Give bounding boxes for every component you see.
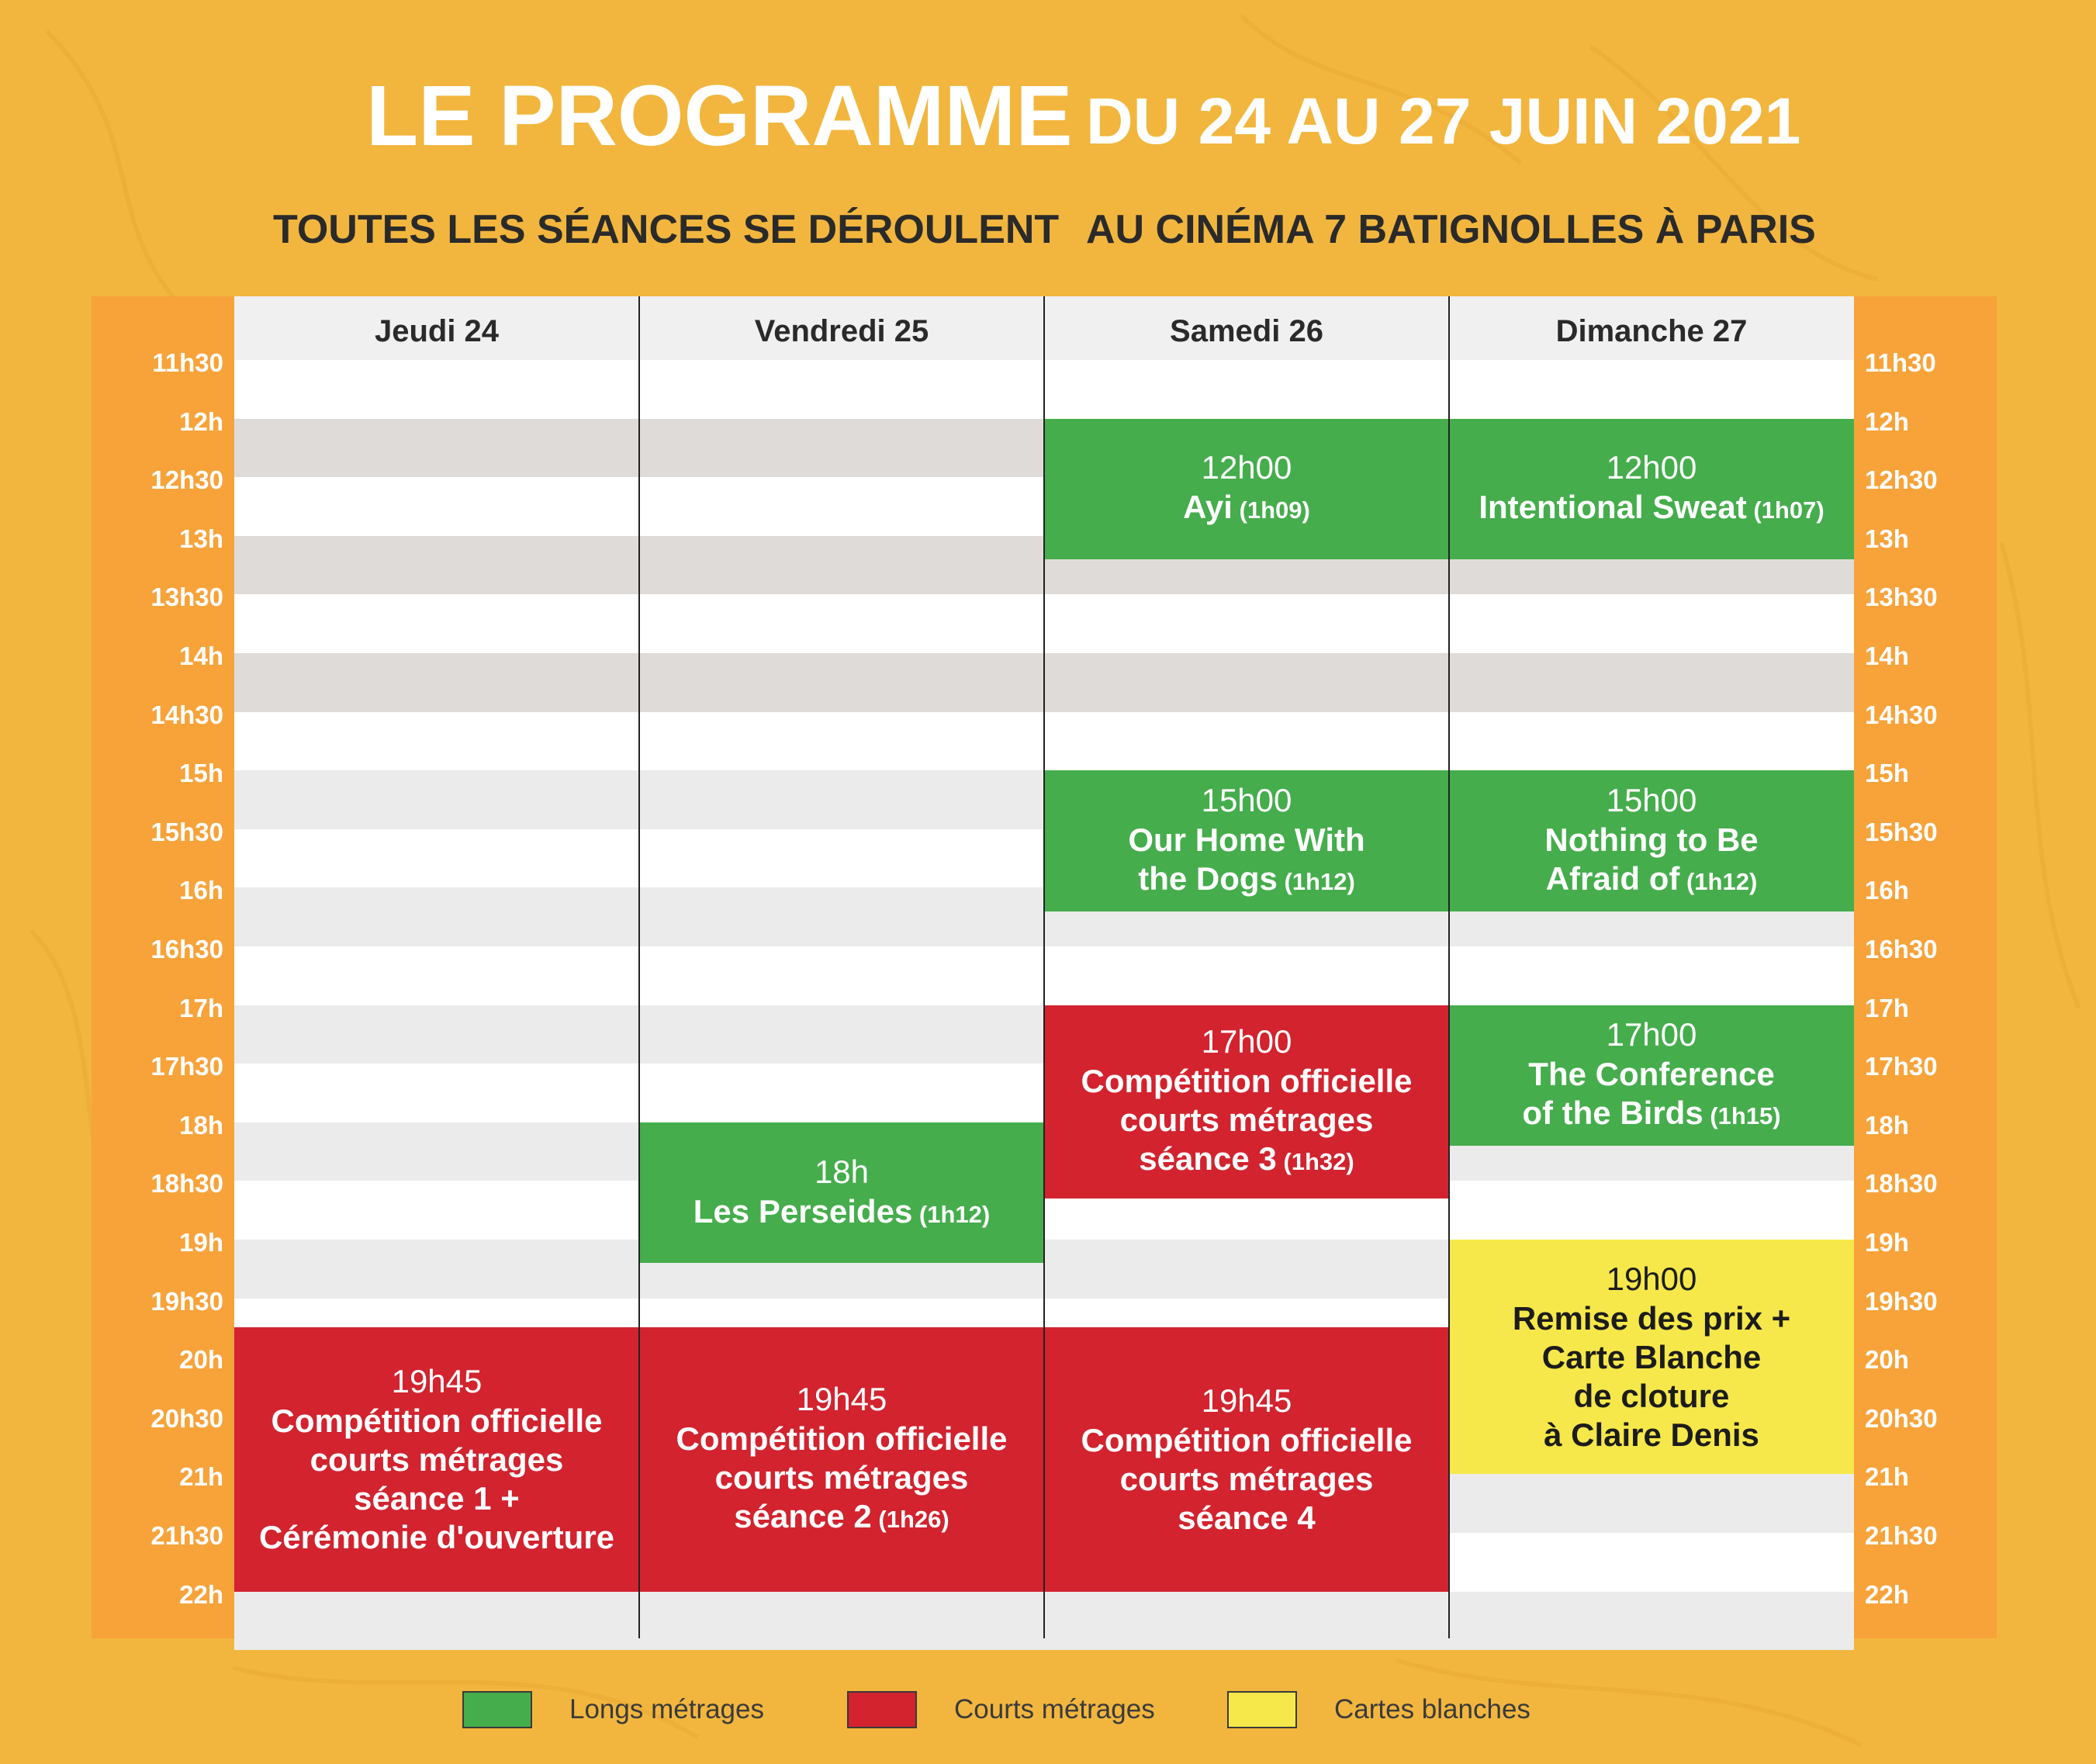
time-label: 16h30 xyxy=(150,935,223,963)
time-column-left xyxy=(92,296,234,1638)
time-label: 12h30 xyxy=(1865,465,1938,495)
time-label: 12h xyxy=(1865,406,1909,436)
time-label: 19h xyxy=(179,1228,223,1257)
event-duration: (1h07) xyxy=(1746,496,1824,524)
legend-label: Cartes blanches xyxy=(1334,1694,1530,1724)
event-title-line: à Claire Denis xyxy=(1544,1416,1759,1454)
event-title-line: séance 1 + xyxy=(354,1480,520,1517)
event-time: 19h45 xyxy=(391,1363,482,1400)
event-time: 19h00 xyxy=(1606,1261,1697,1298)
time-label: 19h xyxy=(1865,1228,1909,1257)
event-title-line: The Conference xyxy=(1528,1056,1775,1093)
column-divider xyxy=(1043,296,1045,1638)
day-header: Vendredi 25 xyxy=(639,296,1044,360)
event-time: 18h xyxy=(814,1153,870,1190)
time-label: 21h30 xyxy=(150,1521,223,1550)
event-block[interactable] xyxy=(234,1327,639,1591)
legend-swatch xyxy=(847,1691,917,1728)
event-title-line: Les Perseides (1h12) xyxy=(693,1192,991,1230)
event-time: 15h00 xyxy=(1606,781,1697,818)
event-time: 12h00 xyxy=(1201,449,1292,486)
event-duration: (1h26) xyxy=(871,1506,949,1534)
time-label: 11h30 xyxy=(1865,348,1936,377)
event-title-line: séance 3 (1h32) xyxy=(1139,1140,1354,1178)
page-title: LE PROGRAMME xyxy=(366,68,1073,164)
time-label: 20h xyxy=(1865,1345,1909,1375)
legend-swatch xyxy=(462,1691,532,1728)
column-divider xyxy=(1448,296,1450,1638)
time-label: 15h xyxy=(1865,759,1909,788)
time-label: 21h xyxy=(1865,1462,1909,1492)
event-title-line: courts métrages xyxy=(310,1441,564,1479)
time-label: 21h xyxy=(179,1462,223,1492)
event-time: 19h45 xyxy=(796,1381,887,1418)
event-duration: (1h32) xyxy=(1276,1148,1354,1176)
time-label: 12h xyxy=(179,406,223,436)
time-column-right xyxy=(1854,296,1997,1638)
event-duration: (1h15) xyxy=(1703,1102,1781,1130)
time-label: 21h30 xyxy=(1865,1521,1938,1550)
schedule-grid xyxy=(92,296,1997,1638)
time-label: 16h xyxy=(179,876,223,905)
time-label: 17h30 xyxy=(1865,1052,1938,1081)
event-title-line: courts métrages xyxy=(1119,1461,1374,1498)
time-label: 14h30 xyxy=(150,700,223,729)
event-duration: (1h09) xyxy=(1232,496,1310,524)
time-label: 18h30 xyxy=(1865,1169,1938,1198)
time-label: 15h xyxy=(179,759,223,788)
event-title-line: courts métrages xyxy=(714,1459,969,1496)
time-label: 20h30 xyxy=(150,1403,223,1433)
event-title-line: of the Birds (1h15) xyxy=(1522,1095,1781,1132)
event-title-line: Compétition officielle xyxy=(1081,1063,1413,1100)
time-label: 22h xyxy=(1865,1579,1909,1609)
time-label: 22h xyxy=(179,1579,223,1609)
time-label: 20h xyxy=(179,1345,223,1375)
event-block[interactable] xyxy=(639,1122,1044,1263)
time-label: 16h xyxy=(1865,876,1909,905)
legend-item xyxy=(847,1690,1155,1730)
event-title-line: Ayi (1h09) xyxy=(1183,489,1310,526)
event-block[interactable] xyxy=(639,1327,1044,1591)
day-header: Dimanche 27 xyxy=(1449,296,1854,360)
event-title-line: Remise des prix + xyxy=(1512,1300,1791,1337)
event-block[interactable] xyxy=(1044,1005,1449,1198)
time-label: 19h30 xyxy=(150,1286,223,1316)
time-label: 15h30 xyxy=(1865,817,1938,846)
time-label: 13h30 xyxy=(150,583,223,612)
time-label: 20h30 xyxy=(1865,1403,1938,1433)
legend-swatch xyxy=(1227,1691,1297,1728)
event-title-line: Cérémonie d'ouverture xyxy=(258,1519,615,1556)
event-block[interactable] xyxy=(1449,1240,1854,1474)
time-label: 19h30 xyxy=(1865,1286,1938,1316)
time-label: 18h xyxy=(179,1110,223,1140)
day-column xyxy=(1044,296,1449,1638)
event-title-line: séance 4 xyxy=(1178,1499,1316,1537)
time-label: 14h30 xyxy=(1865,700,1938,729)
event-title-line: séance 2 (1h26) xyxy=(734,1498,949,1535)
event-time: 17h00 xyxy=(1201,1023,1292,1060)
event-title-line: the Dogs (1h12) xyxy=(1138,860,1355,897)
event-duration: (1h12) xyxy=(912,1200,991,1228)
time-label: 15h30 xyxy=(150,817,223,846)
event-title-line: Carte Blanche xyxy=(1541,1339,1762,1376)
subtitle-left: TOUTES LES SÉANCES SE DÉROULENT xyxy=(273,207,1060,252)
event-block[interactable] xyxy=(1044,1327,1449,1591)
event-title-line: courts métrages xyxy=(1119,1102,1374,1139)
event-time: 19h45 xyxy=(1201,1382,1292,1420)
time-label: 13h xyxy=(1865,524,1909,553)
event-title-line: Nothing to Be xyxy=(1544,821,1759,858)
time-label: 17h30 xyxy=(150,1052,223,1081)
event-title-line: Intentional Sweat (1h07) xyxy=(1479,489,1824,526)
time-label: 18h30 xyxy=(150,1169,223,1198)
time-label: 14h xyxy=(1865,642,1909,670)
event-title-line: Compétition officielle xyxy=(676,1420,1008,1458)
event-title-line: Compétition officielle xyxy=(271,1403,603,1440)
time-label: 16h30 xyxy=(1865,935,1938,963)
event-time: 12h00 xyxy=(1606,449,1697,486)
event-block[interactable] xyxy=(1449,419,1854,559)
time-label: 12h30 xyxy=(150,465,223,495)
legend xyxy=(0,1690,2096,1730)
event-block[interactable] xyxy=(1449,770,1854,911)
event-title-line: de cloture xyxy=(1573,1378,1730,1415)
day-header: Samedi 26 xyxy=(1044,296,1449,360)
time-label: 13h30 xyxy=(1865,583,1938,612)
event-title-line: Compétition officielle xyxy=(1081,1422,1413,1459)
day-column xyxy=(234,296,639,1638)
event-title-line: Afraid of (1h12) xyxy=(1545,860,1758,897)
event-time: 17h00 xyxy=(1606,1016,1697,1053)
time-label: 17h xyxy=(179,993,223,1022)
event-title-line: Our Home With xyxy=(1128,821,1365,858)
time-label: 14h xyxy=(179,642,223,670)
time-label: 17h xyxy=(1865,993,1909,1022)
day-column xyxy=(639,296,1044,1638)
event-block[interactable] xyxy=(1449,1005,1854,1146)
day-column xyxy=(1449,296,1854,1638)
event-block[interactable] xyxy=(1044,419,1449,559)
legend-item xyxy=(462,1690,764,1730)
day-header: Jeudi 24 xyxy=(234,296,639,360)
legend-label: Courts métrages xyxy=(954,1694,1155,1724)
event-block[interactable] xyxy=(1044,770,1449,911)
time-label: 18h xyxy=(1865,1110,1909,1140)
legend-item xyxy=(1227,1690,1530,1730)
subtitle-right: AU CINÉMA 7 BATIGNOLLES À PARIS xyxy=(1086,207,1816,252)
time-label: 13h xyxy=(179,524,223,553)
event-time: 15h00 xyxy=(1201,781,1292,818)
legend-label: Longs métrages xyxy=(569,1694,764,1724)
time-label: 11h30 xyxy=(152,348,223,377)
event-duration: (1h12) xyxy=(1277,867,1355,895)
event-duration: (1h12) xyxy=(1679,867,1758,895)
column-divider xyxy=(638,296,640,1638)
festival-dates: DU 24 AU 27 JUIN 2021 xyxy=(1086,85,1801,157)
